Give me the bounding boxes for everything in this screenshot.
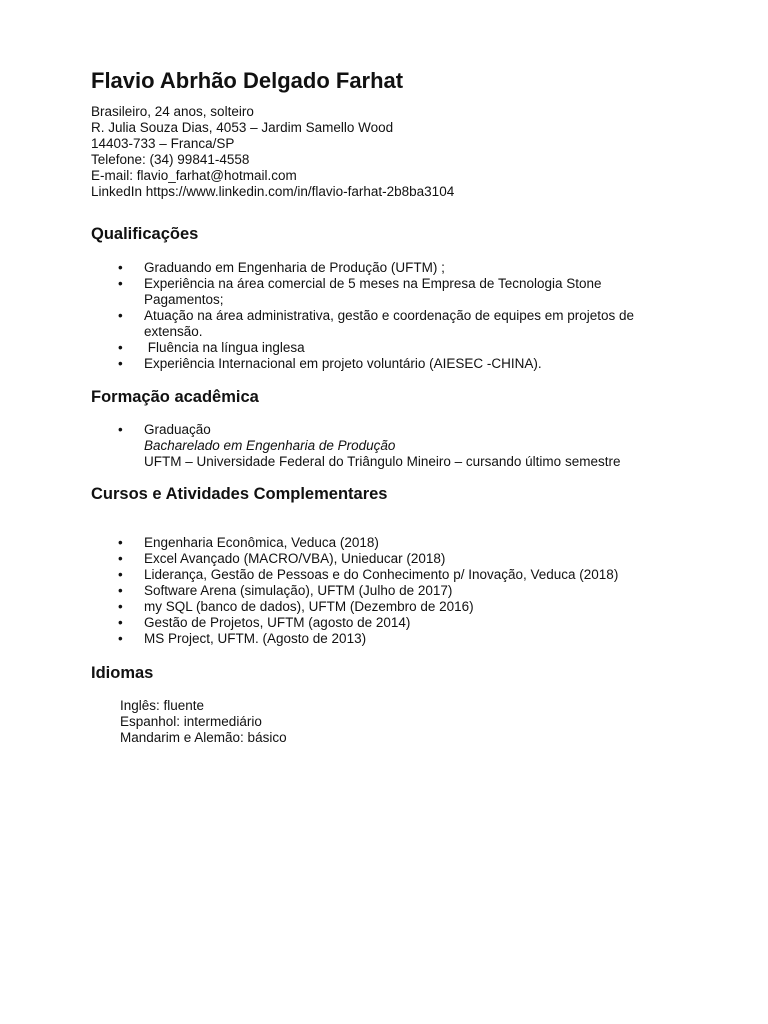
degree-course: Bacharelado em Engenharia de Produção — [144, 438, 396, 453]
list-item-text: MS Project, UFTM. (Agosto de 2013) — [144, 631, 367, 646]
list-item — [118, 551, 678, 567]
bullet-icon: • — [118, 615, 123, 630]
cursos-list — [118, 535, 678, 647]
bullet-icon: • — [118, 260, 123, 275]
list-item-text: Experiência na área comercial de 5 meses na Empresa de Tecnologia Stone Pagamentos; — [144, 276, 602, 307]
section-title-qualificacoes: Qualificações — [91, 225, 199, 243]
list-item — [118, 583, 678, 599]
list-item-text: Liderança, Gestão de Pessoas e do Conhecimento p/ Inovação, Veduca (2018) — [144, 567, 619, 582]
list-item — [118, 340, 678, 356]
section-title-cursos: Cursos e Atividades Complementares — [91, 485, 388, 503]
list-item — [118, 356, 678, 372]
list-item-text: Experiência Internacional em projeto voluntário (AIESEC -CHINA). — [144, 356, 542, 371]
candidate-name: Flavio Abrhão Delgado Farhat — [91, 68, 404, 93]
list-item — [118, 567, 678, 583]
address-street: R. Julia Souza Dias, 4053 – Jardim Samello Wood — [91, 120, 394, 135]
idiomas-list — [120, 698, 287, 746]
bullet-icon: • — [118, 631, 123, 646]
list-item-text: Engenharia Econômica, Veduca (2018) — [144, 535, 379, 550]
list-item — [118, 615, 678, 631]
bullet-icon: • — [118, 535, 123, 550]
list-item-text: Atuação na área administrativa, gestão e coordenação de equipes em projetos de extensão. — [144, 308, 635, 339]
language-item: Mandarim e Alemão: básico — [120, 730, 287, 745]
list-item-text: my SQL (banco de dados), UFTM (Dezembro de 2016) — [144, 599, 474, 614]
bullet-icon: • — [118, 340, 123, 355]
personal-info: Brasileiro, 24 anos, solteiro — [91, 104, 254, 119]
list-item — [118, 535, 678, 551]
bullet-icon: • — [118, 276, 123, 291]
linkedin: LinkedIn https://www.linkedin.com/in/flavio-farhat-2b8ba3104 — [91, 184, 455, 199]
bullet-icon: • — [118, 308, 123, 323]
bullet-icon: • — [118, 583, 123, 598]
list-item — [118, 599, 678, 615]
degree-type: Graduação — [144, 422, 211, 437]
list-item — [118, 276, 678, 308]
list-item — [118, 260, 678, 276]
list-item-text: Gestão de Projetos, UFTM (agosto de 2014) — [144, 615, 411, 630]
degree-institution: UFTM – Universidade Federal do Triângulo Mineiro – cursando último semestre — [144, 454, 621, 469]
list-item-text: Fluência na língua inglesa — [144, 340, 305, 355]
list-item — [118, 631, 678, 647]
section-title-idiomas: Idiomas — [91, 664, 154, 682]
address-city: 14403-733 – Franca/SP — [91, 136, 235, 151]
bullet-icon: • — [118, 567, 123, 582]
bullet-icon: • — [118, 356, 123, 371]
contact-block — [91, 104, 454, 200]
list-item-text: Excel Avançado (MACRO/VBA), Unieducar (2018) — [144, 551, 446, 566]
qualificacoes-list — [118, 260, 678, 372]
list-item — [118, 422, 678, 470]
phone: Telefone: (34) 99841-4558 — [91, 152, 250, 167]
email: E-mail: flavio_farhat@hotmail.com — [91, 168, 297, 183]
language-item: Espanhol: intermediário — [120, 714, 262, 729]
list-item-text: Graduando em Engenharia de Produção (UFTM) ; — [144, 260, 445, 275]
list-item — [118, 308, 678, 340]
section-title-formacao: Formação acadêmica — [91, 388, 259, 406]
formacao-list — [118, 422, 678, 470]
list-item-text: Software Arena (simulação), UFTM (Julho de 2017) — [144, 583, 453, 598]
bullet-icon: • — [118, 551, 123, 566]
language-item: Inglês: fluente — [120, 698, 205, 713]
bullet-icon: • — [118, 422, 123, 437]
bullet-icon: • — [118, 599, 123, 614]
